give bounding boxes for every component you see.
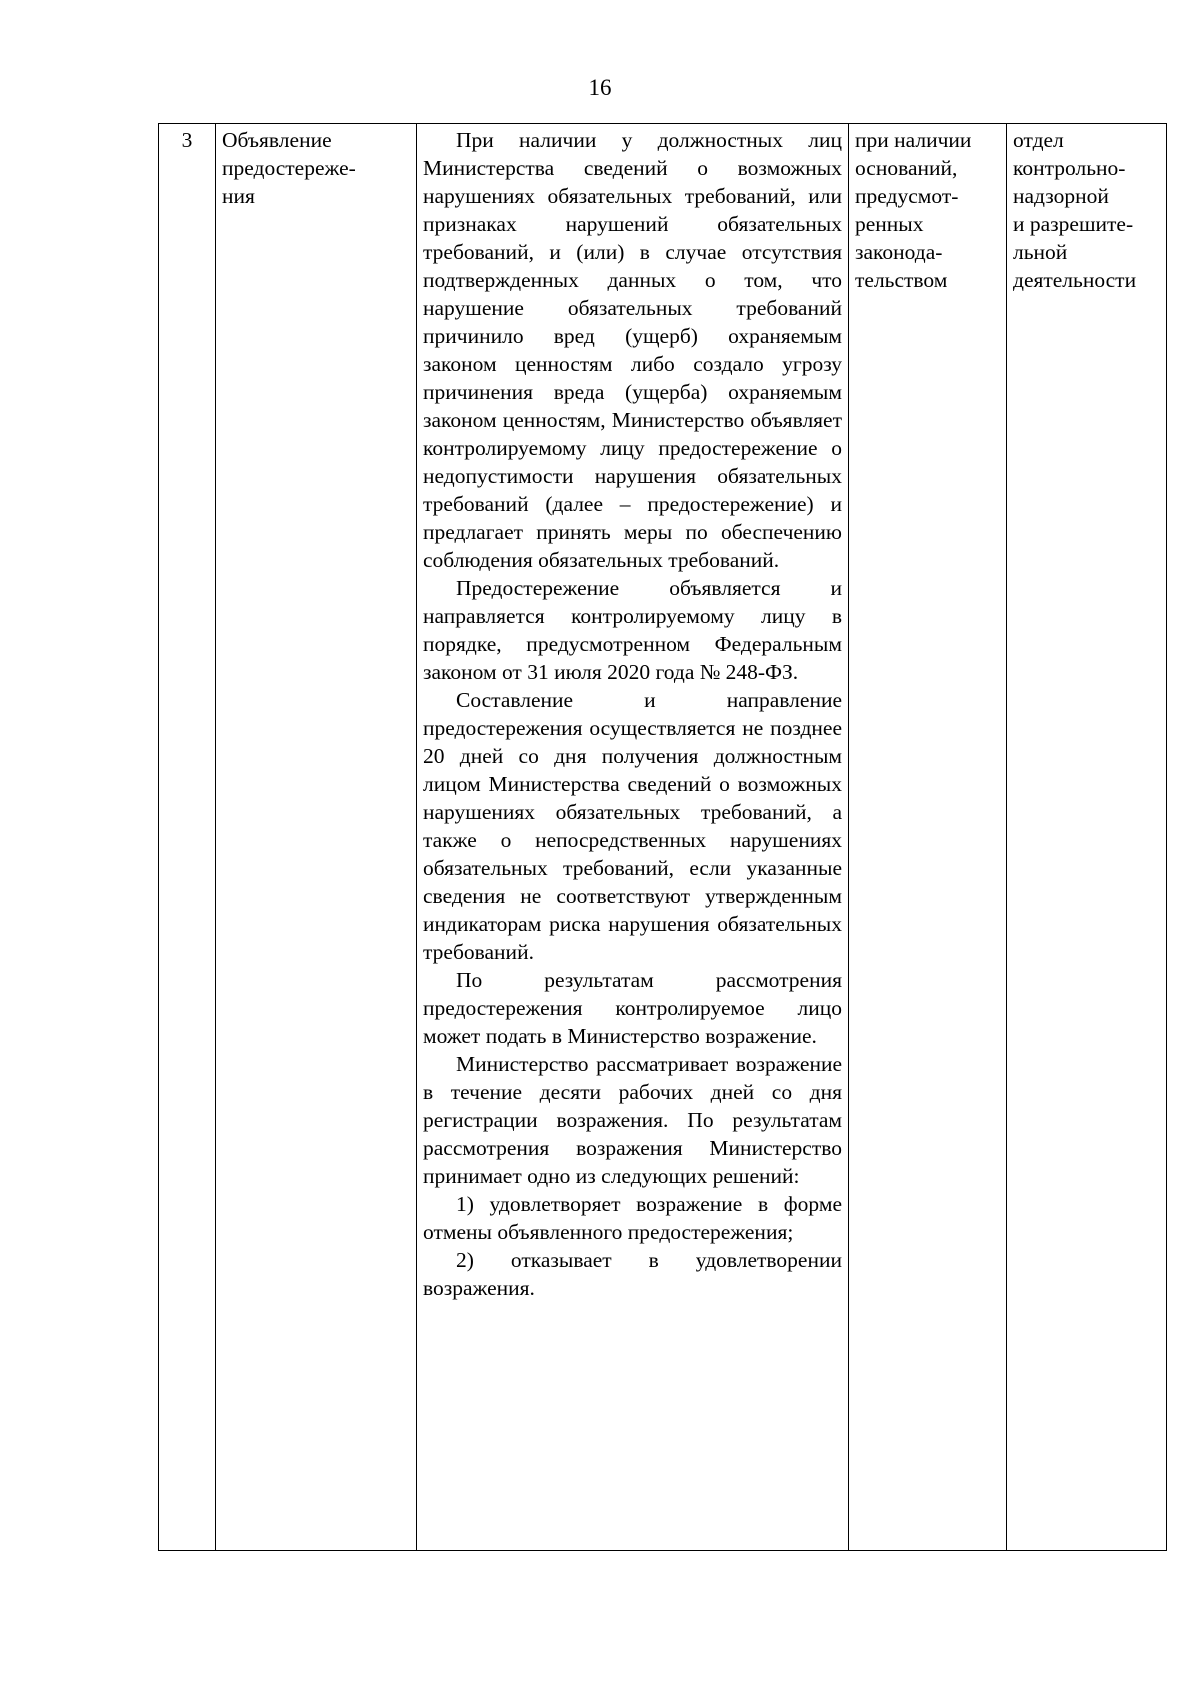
frequency-line: тельством: [855, 268, 948, 292]
responsible-line: и разрешите-: [1013, 212, 1134, 236]
table-row: [159, 124, 1167, 1551]
responsible-cell: [1007, 124, 1167, 1551]
frequency-line: предусмот-: [855, 184, 959, 208]
measure-name-line: предостереже-: [222, 156, 356, 180]
frequency-line: оснований,: [855, 156, 958, 180]
description-paragraph: По результатам рассмотрения предостережения контролируемое лицо может подать в Министерство возражение.: [423, 968, 842, 1048]
description-paragraph: 1) удовлетворяет возражение в форме отмены объявленного предостережения;: [423, 1192, 842, 1244]
description-paragraph: Министерство рассматривает возражение в течение десяти рабочих дней со дня регистрации возражения. По результатам рассмотрения возражения Министерство принимает одно из следующих решений:: [423, 1052, 842, 1188]
row-number: 3: [181, 128, 193, 152]
responsible-line: отдел: [1013, 128, 1064, 152]
responsible-line: надзорной: [1013, 184, 1109, 208]
responsible-line: деятельности: [1013, 268, 1137, 292]
description-paragraph: Предостережение объявляется и направляется контролируемому лицу в порядке, предусмотренном Федеральным законом от 31 июля 2020 года № 248-ФЗ.: [423, 576, 842, 684]
frequency-line: ренных: [855, 212, 924, 236]
frequency-cell: [849, 124, 1007, 1551]
row-number-cell: [159, 124, 216, 1551]
measure-name-cell: [216, 124, 417, 1551]
frequency-line: при наличии: [855, 128, 972, 152]
page-number: 16: [588, 75, 612, 100]
measure-name-line: Объявление: [222, 128, 332, 152]
measures-table: [158, 123, 1167, 1551]
description-paragraph: 2) отказывает в удовлетворении возражения.: [423, 1248, 842, 1300]
measure-name-line: ния: [222, 184, 255, 208]
responsible-line: льной: [1013, 240, 1068, 264]
responsible-line: контрольно-: [1013, 156, 1126, 180]
measure-description-cell: [417, 124, 849, 1551]
frequency-line: законода-: [855, 240, 943, 264]
description-paragraph: При наличии у должностных лиц Министерства сведений о возможных нарушениях обязательных требований, или признаках нарушений обязательных требований, и (или) в случае отсутствия подтвержденных данных о том, что нарушение обязательных требований причинило вред (ущерб) охраняемым законом ценностям либо создало угрозу причинения вреда (ущерба) охраняемым законом ценностям, Министерство объявляет контролируемому лицу предостережение о недопустимости нарушения обязательных требований (далее – предостережение) и предлагает принять меры по обеспечению соблюдения обязательных требований.: [423, 128, 842, 572]
description-paragraph: Составление и направление предостережения осуществляется не позднее 20 дней со дня получения должностным лицом Министерства сведений о возможных нарушениях обязательных требований, а также о непосредственных нарушениях обязательных требований, если указанные сведения не соответствуют утвержденным индикаторам риска нарушения обязательных требований.: [423, 688, 842, 964]
